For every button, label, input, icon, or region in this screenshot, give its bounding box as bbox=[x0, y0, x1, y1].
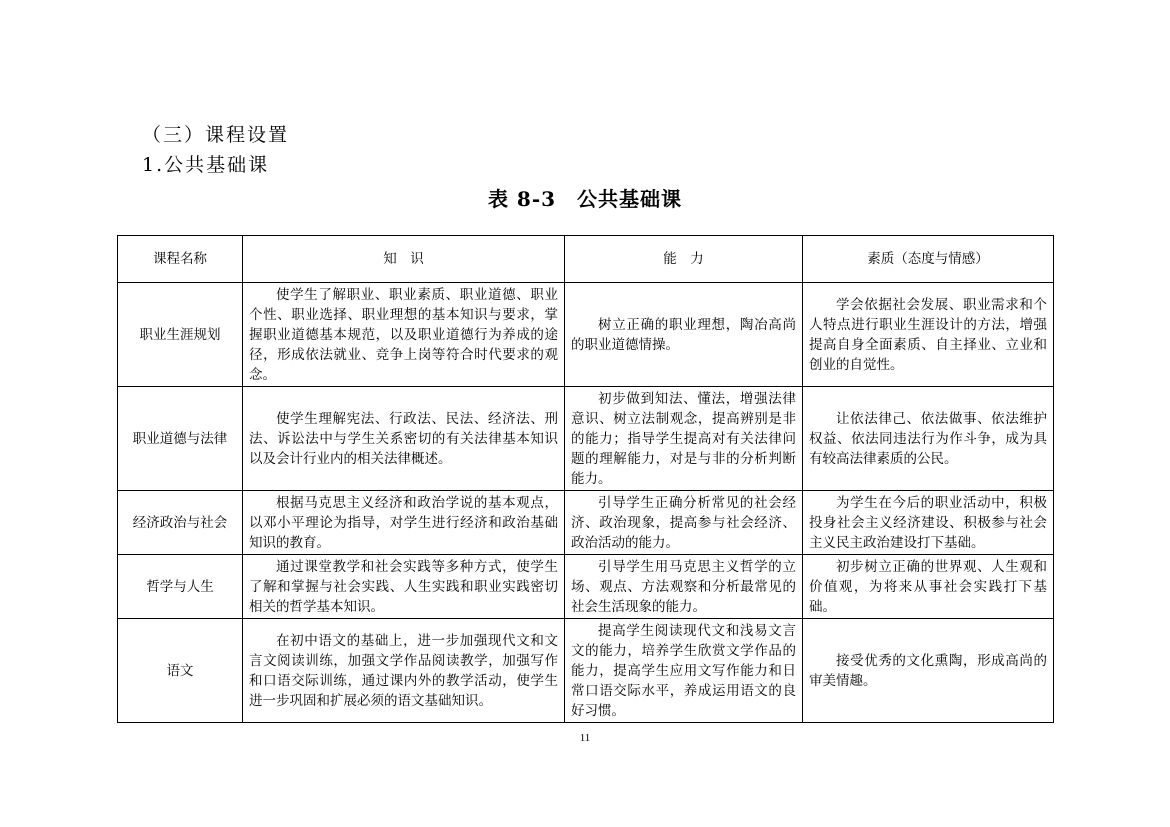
section-heading: （三）课程设置 bbox=[142, 124, 290, 146]
knowledge-cell: 使学生了解职业、职业素质、职业道德、职业个性、职业选择、职业理想的基本知识与要求，掌握职业道德基本规范，以及职业道德行为养成的途径，形成依法就业、竞争上岗等符合时代要求的观念。 bbox=[243, 283, 565, 387]
page-number: 11 bbox=[579, 732, 591, 744]
quality-cell: 为学生在今后的职业活动中，积极投身社会主义经济建设、积极参与社会主义民主政治建设打下基础。 bbox=[803, 491, 1054, 555]
table-caption: 表 8-3 公共基础课 bbox=[487, 187, 683, 211]
course-table bbox=[117, 235, 1054, 723]
quality-cell: 初步树立正确的世界观、人生观和价值观，为将来从事社会实践打下基础。 bbox=[803, 555, 1054, 619]
table-row bbox=[118, 491, 1054, 555]
table-row bbox=[118, 387, 1054, 491]
header-course-name: 课程名称 bbox=[118, 236, 243, 283]
knowledge-cell: 根据马克思主义经济和政治学说的基本观点，以邓小平理论为指导，对学生进行经济和政治基础知识的教育。 bbox=[243, 491, 565, 555]
course-name-cell: 语文 bbox=[118, 619, 243, 723]
knowledge-cell: 通过课堂教学和社会实践等多种方式，使学生了解和掌握与社会实践、人生实践和职业实践密切相关的哲学基本知识。 bbox=[243, 555, 565, 619]
course-name-cell: 经济政治与社会 bbox=[118, 491, 243, 555]
header-quality: 素质（态度与情感） bbox=[803, 236, 1054, 283]
knowledge-cell: 使学生理解宪法、行政法、民法、经济法、刑法、诉讼法中与学生关系密切的有关法律基本知识以及会计行业内的相关法律概述。 bbox=[243, 387, 565, 491]
table-row bbox=[118, 619, 1054, 723]
quality-cell: 学会依据社会发展、职业需求和个人特点进行职业生涯设计的方法，增强提高自身全面素质、自主择业、立业和创业的自觉性。 bbox=[803, 283, 1054, 387]
header-knowledge: 知 识 bbox=[243, 236, 565, 283]
knowledge-cell: 在初中语文的基础上，进一步加强现代文和文言文阅读训练，加强文学作品阅读教学，加强写作和口语交际训练，通过课内外的教学活动，使学生进一步巩固和扩展必须的语文基础知识。 bbox=[243, 619, 565, 723]
table-header-row bbox=[118, 236, 1054, 283]
course-name-cell: 职业道德与法律 bbox=[118, 387, 243, 491]
ability-cell: 树立正确的职业理想，陶冶高尚的职业道德情操。 bbox=[565, 283, 803, 387]
header-ability: 能 力 bbox=[565, 236, 803, 283]
ability-cell: 引导学生正确分析常见的社会经济、政治现象，提高参与社会经济、政治活动的能力。 bbox=[565, 491, 803, 555]
ability-cell: 提高学生阅读现代文和浅易文言文的能力，培养学生欣赏文学作品的能力，提高学生应用文写作能力和日常口语交际水平，养成运用语文的良好习惯。 bbox=[565, 619, 803, 723]
table-row bbox=[118, 555, 1054, 619]
table-row bbox=[118, 283, 1054, 387]
section-subheading: 1.公共基础课 bbox=[142, 154, 270, 176]
quality-cell: 接受优秀的文化熏陶，形成高尚的审美情趣。 bbox=[803, 619, 1054, 723]
ability-cell: 初步做到知法、懂法，增强法律意识、树立法制观念，提高辨别是非的能力；指导学生提高对有关法律问题的理解能力，对是与非的分析判断能力。 bbox=[565, 387, 803, 491]
course-name-cell: 哲学与人生 bbox=[118, 555, 243, 619]
course-name-cell: 职业生涯规划 bbox=[118, 283, 243, 387]
ability-cell: 引导学生用马克思主义哲学的立场、观点、方法观察和分析最常见的社会生活现象的能力。 bbox=[565, 555, 803, 619]
quality-cell: 让依法律己、依法做事、依法维护权益、依法同违法行为作斗争，成为具有较高法律素质的公民。 bbox=[803, 387, 1054, 491]
